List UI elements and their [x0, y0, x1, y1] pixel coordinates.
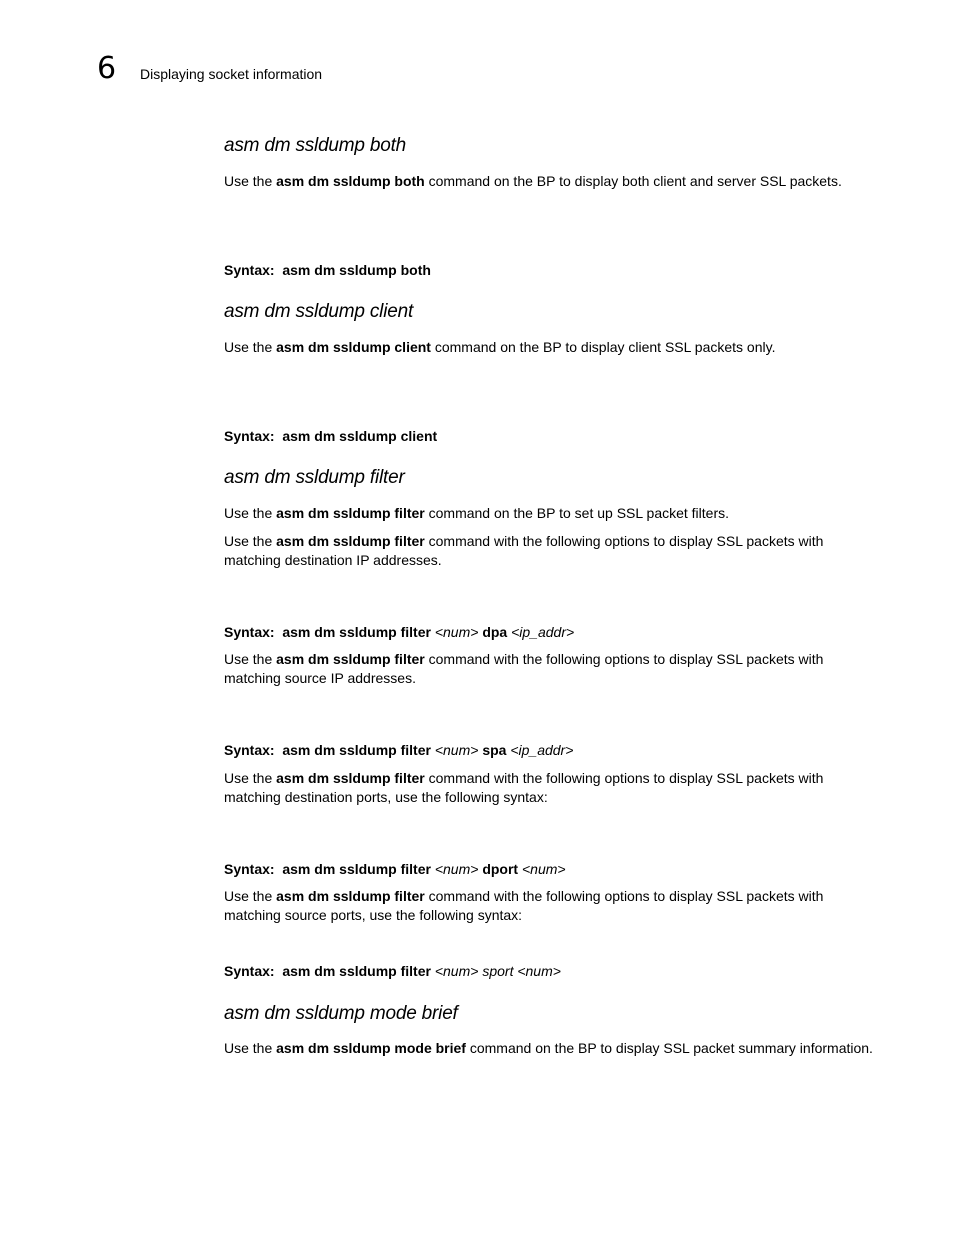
syntax-argument: <num> [434, 624, 479, 640]
paragraph-client [224, 338, 884, 357]
syntax-line-dport [224, 860, 566, 878]
paragraph-text: command with the following options to display SSL packets with matching source IP addresses. [224, 651, 824, 686]
paragraph-text: command on the BP to display both client and server SSL packets. [424, 173, 842, 189]
syntax-keyword: spa [482, 742, 507, 758]
paragraph-filter-sport [224, 887, 884, 925]
chapter-number: 6 [97, 51, 117, 86]
paragraph-text: command with the following options to display SSL packets with matching destination IP addresses. [224, 533, 824, 568]
syntax-argument: <num> [434, 963, 479, 979]
running-header-title: Displaying socket information [140, 66, 323, 82]
command-name: asm dm ssldump filter [276, 533, 425, 549]
command-name: asm dm ssldump client [276, 339, 431, 355]
paragraph-text: Use the [224, 651, 277, 667]
command-name: asm dm ssldump filter [276, 888, 425, 904]
syntax-label: Syntax: [224, 861, 275, 877]
syntax-argument: <num> [517, 963, 561, 979]
syntax-line-both [224, 261, 431, 279]
section-heading-client: asm dm ssldump client [224, 301, 414, 322]
paragraph-text: command with the following options to display SSL packets with matching destination ports, use the following syntax: [224, 770, 824, 805]
syntax-keyword: dpa [482, 624, 508, 640]
paragraph-text: Use the [224, 1040, 277, 1056]
paragraph-text: command with the following options to display SSL packets with matching source ports, use the following syntax: [224, 888, 824, 923]
syntax-label: Syntax: [224, 262, 275, 278]
syntax-argument: <num> [521, 861, 566, 877]
paragraph-text: Use the [224, 339, 277, 355]
paragraph-both [224, 172, 884, 191]
paragraph-mode-brief [224, 1039, 884, 1058]
section-heading-filter: asm dm ssldump filter [224, 467, 405, 488]
syntax-line-client [224, 427, 437, 445]
syntax-label: Syntax: [224, 428, 275, 444]
paragraph-filter-dport [224, 769, 884, 807]
syntax-label: Syntax: [224, 742, 275, 758]
command-name: asm dm ssldump both [276, 173, 425, 189]
syntax-keyword: sport [482, 963, 514, 979]
syntax-argument: <num> [434, 861, 479, 877]
command-name: asm dm ssldump filter [276, 770, 425, 786]
syntax-argument: <num> [434, 742, 479, 758]
syntax-command: asm dm ssldump filter [282, 963, 431, 979]
syntax-command: asm dm ssldump client [282, 428, 438, 444]
paragraph-text: command on the BP to display client SSL packets only. [430, 339, 776, 355]
paragraph-text: command on the BP to set up SSL packet filters. [424, 505, 730, 521]
syntax-command: asm dm ssldump filter [282, 861, 431, 877]
paragraph-text: Use the [224, 505, 277, 521]
paragraph-filter-intro [224, 504, 884, 523]
paragraph-filter-spa [224, 650, 884, 688]
paragraph-text: Use the [224, 533, 277, 549]
syntax-command: asm dm ssldump filter [282, 624, 431, 640]
command-name: asm dm ssldump filter [276, 505, 425, 521]
syntax-keyword: dport [482, 861, 519, 877]
section-heading-both: asm dm ssldump both [224, 135, 407, 156]
command-name: asm dm ssldump mode brief [276, 1040, 466, 1056]
command-name: asm dm ssldump filter [276, 651, 425, 667]
paragraph-text: Use the [224, 888, 277, 904]
syntax-line-dpa [224, 623, 574, 641]
syntax-argument: <ip_addr> [511, 624, 575, 640]
syntax-command: asm dm ssldump both [282, 262, 431, 278]
syntax-command: asm dm ssldump filter [282, 742, 431, 758]
paragraph-text: Use the [224, 770, 277, 786]
paragraph-text: Use the [224, 173, 277, 189]
syntax-line-spa [224, 741, 573, 759]
syntax-line-sport [224, 962, 561, 980]
paragraph-text: command on the BP to display SSL packet summary information. [465, 1040, 873, 1056]
section-heading-mode-brief: asm dm ssldump mode brief [224, 1003, 458, 1024]
syntax-argument: <ip_addr> [510, 742, 574, 758]
paragraph-filter-dpa [224, 532, 884, 570]
syntax-label: Syntax: [224, 963, 275, 979]
syntax-label: Syntax: [224, 624, 275, 640]
